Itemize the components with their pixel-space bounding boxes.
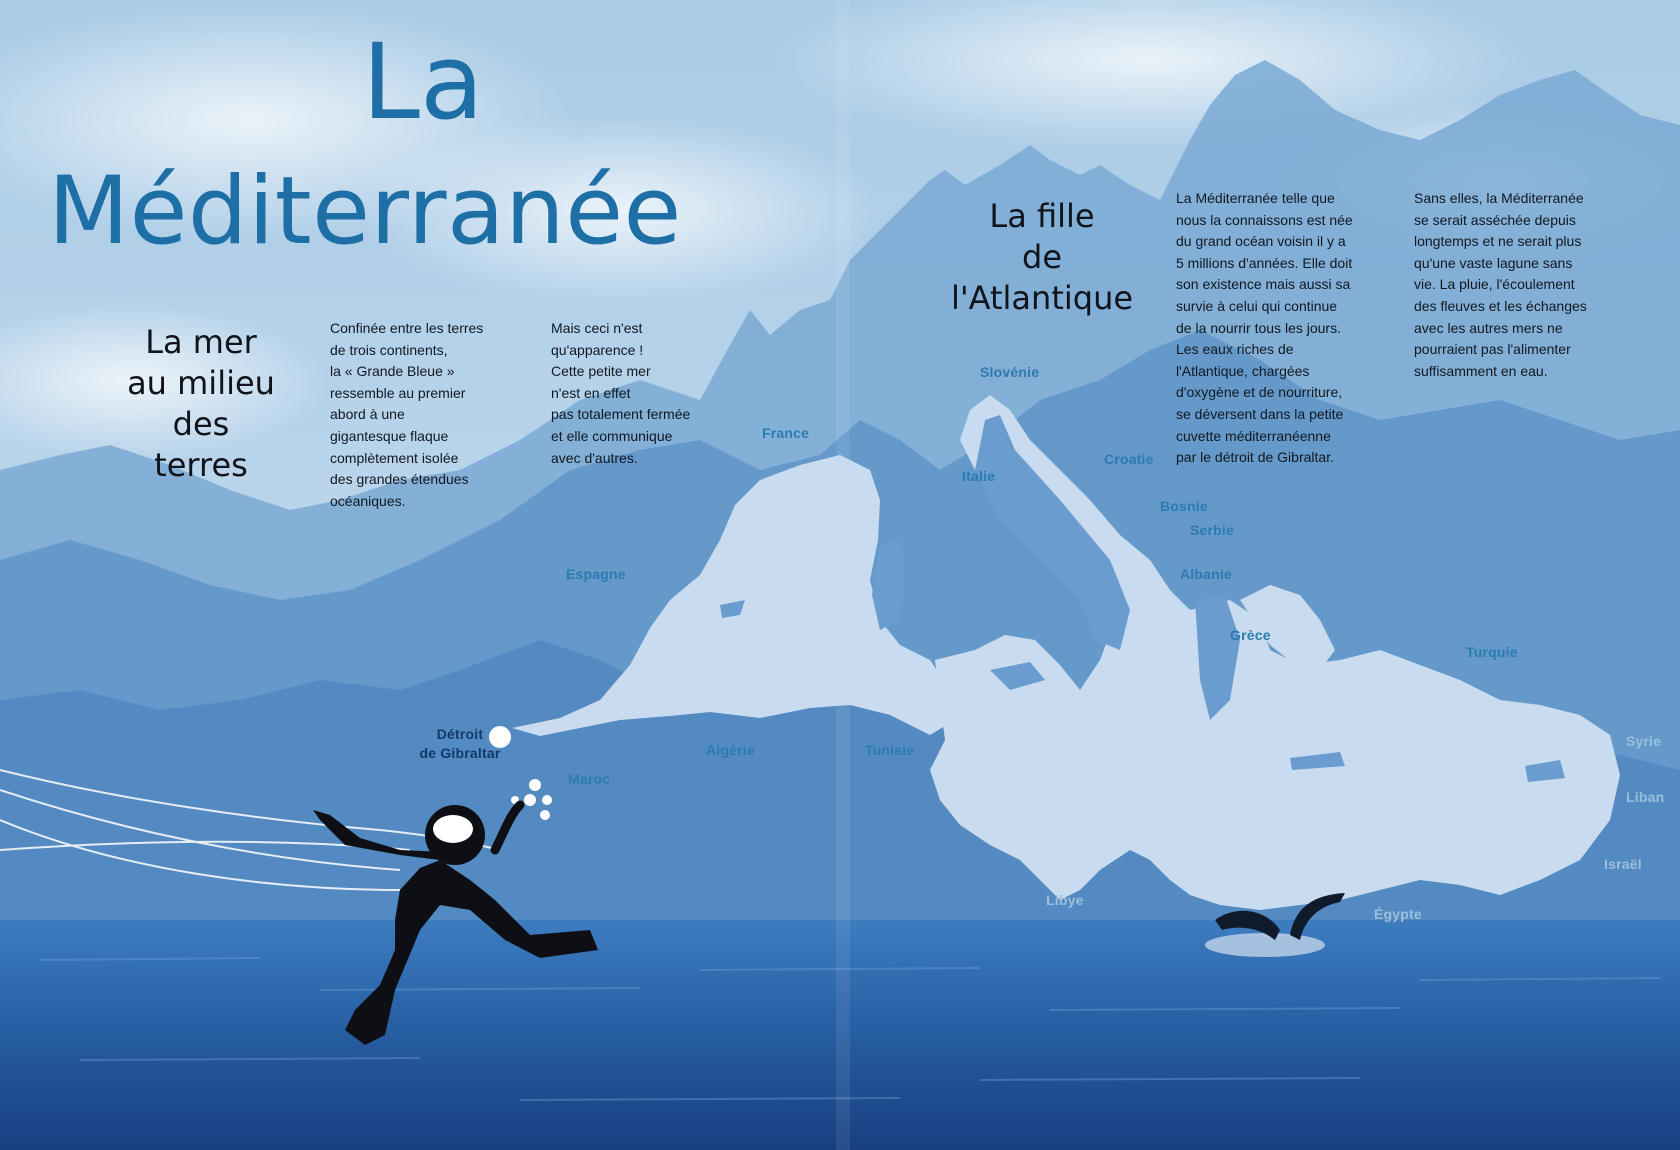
map-label-grece: Grèce	[1230, 627, 1271, 643]
text-line: Confinée entre les terres	[330, 320, 484, 336]
text-line: Cette petite mer	[551, 363, 651, 380]
right-heading-line: La fille	[989, 197, 1095, 235]
text-line: La Méditerranée telle que	[1176, 190, 1335, 206]
text-line: de la nourrir tous les jours.	[1176, 319, 1341, 336]
map-label-turquie: Turquie	[1466, 644, 1518, 660]
text-line: se serait asséchée depuis	[1414, 211, 1576, 228]
text-line: Les eaux riches de	[1176, 341, 1294, 358]
text-line: qu'une vaste lagune sans	[1414, 254, 1573, 271]
map-label-israel: Israël	[1604, 856, 1642, 872]
text-line: n'est en effet	[551, 384, 631, 401]
right-section-heading	[930, 196, 1154, 319]
text-line: avec d'autres.	[551, 449, 638, 466]
map-label-bosnie: Bosnie	[1160, 498, 1208, 514]
map-label-albanie: Albanie	[1180, 566, 1232, 582]
text-line: cuvette méditerranéenne	[1176, 427, 1331, 444]
text-line: abord à une	[330, 406, 405, 423]
text-line: Mais ceci n'est	[551, 320, 643, 336]
text-line: océaniques.	[330, 492, 406, 509]
text-line: par le détroit de Gibraltar.	[1176, 449, 1334, 466]
text-line: des grandes étendues	[330, 471, 469, 488]
text-line: avec les autres mers ne	[1414, 319, 1563, 336]
map-label-libye: Libye	[1046, 892, 1084, 908]
right-heading-line: l'Atlantique	[950, 279, 1134, 317]
map-label-line: Détroit	[436, 726, 484, 742]
text-line: qu'apparence !	[551, 341, 644, 358]
text-line: des fleuves et les échanges	[1414, 297, 1587, 314]
text-line: suffisamment en eau.	[1414, 362, 1548, 379]
text-line: la « Grande Bleue »	[330, 363, 455, 380]
map-label-italie: Italie	[962, 468, 996, 484]
page-title-line2: Méditerranée	[48, 157, 682, 266]
text-line: pourraient pas l'alimenter	[1414, 341, 1571, 358]
left-text-column-1	[330, 318, 530, 512]
text-line: l'Atlantique, chargées	[1176, 362, 1310, 379]
map-label-maroc: Maroc	[568, 771, 611, 787]
text-line: son existence mais aussi sa	[1176, 276, 1351, 293]
map-label-syrie: Syrie	[1626, 733, 1662, 749]
left-heading-line: des	[172, 405, 230, 443]
text-line: longtemps et ne serait plus	[1414, 233, 1582, 250]
text-line: du grand océan voisin il y a	[1176, 233, 1346, 250]
page-title-line1: La	[362, 21, 484, 143]
text-line: vie. La pluie, l'écoulement	[1414, 276, 1575, 293]
text-line: complètement isolée	[330, 449, 459, 466]
map-label-algerie: Algérie	[706, 742, 755, 758]
map-label-egypte: Égypte	[1374, 906, 1422, 922]
left-heading-line: terres	[154, 446, 248, 484]
left-text-column-2	[551, 318, 731, 469]
text-line: Sans elles, la Méditerranée	[1414, 190, 1584, 206]
map-label-espagne: Espagne	[566, 566, 626, 582]
text-line: gigantesque flaque	[330, 427, 449, 444]
text-line: se déversent dans la petite	[1176, 405, 1344, 422]
text-line: et elle communique	[551, 427, 673, 444]
text-line: ressemble au premier	[330, 384, 466, 401]
right-heading-line: de	[1022, 238, 1062, 276]
right-text-column-1	[1176, 188, 1396, 469]
text-line: de trois continents,	[330, 341, 448, 358]
map-label-croatie: Croatie	[1104, 451, 1154, 467]
text-line: pas totalement fermée	[551, 406, 691, 423]
text-line: 5 millions d'années. Elle doit	[1176, 254, 1353, 271]
left-heading-line: La mer	[145, 323, 257, 361]
text-line: d'oxygène et de nourriture,	[1176, 384, 1343, 401]
left-section-heading	[106, 322, 296, 486]
right-text-column-2	[1414, 188, 1634, 382]
map-label-tunisie: Tunisie	[865, 742, 915, 758]
map-label-liban: Liban	[1626, 789, 1665, 805]
map-label-line: de Gibraltar	[419, 745, 501, 761]
map-label-gibraltar	[400, 725, 520, 763]
text-line: nous la connaissons est née	[1176, 211, 1353, 228]
map-label-serbie: Serbie	[1190, 522, 1234, 538]
map-label-france: France	[762, 425, 810, 441]
map-label-slovenie: Slovénie	[980, 364, 1040, 380]
left-heading-line: au milieu	[127, 364, 275, 402]
text-line: survie à celui qui continue	[1176, 297, 1338, 314]
